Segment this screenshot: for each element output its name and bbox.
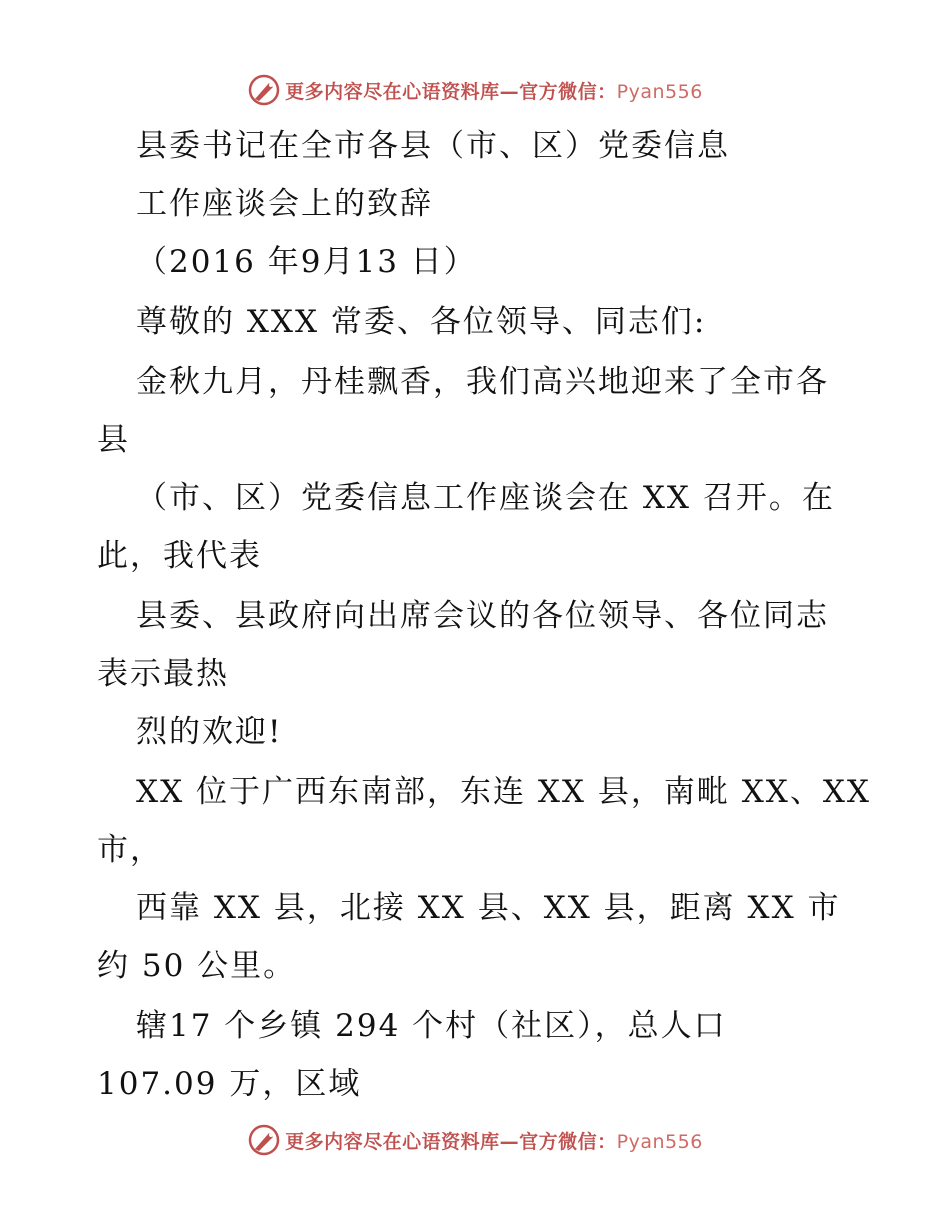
banner-text: 更多内容尽在心语资料库—官方微信：Pyan556: [285, 80, 703, 103]
doc-date: （2016 年9月13 日）: [136, 244, 477, 280]
paragraph-line: 烈的欢迎!: [136, 714, 283, 750]
footer-banner: [0, 1120, 950, 1160]
paragraph-line: 西靠 XX 县，北接 XX 县、XX 县，距离 XX 市: [136, 890, 841, 926]
paragraph-line: 表示最热: [97, 656, 229, 692]
pen-logo-icon: [247, 1123, 281, 1157]
doc-title-line-1: 县委书记在全市各县（市、区）党委信息: [136, 128, 730, 164]
pen-logo-icon: [247, 73, 281, 107]
paragraph-line: 107.09 万，区域: [97, 1066, 362, 1102]
paragraph-line: 辖17 个乡镇 294 个村（社区），总人口: [136, 1008, 727, 1044]
paragraph-line: XX 位于广西东南部，东连 XX 县，南毗 XX、XX: [136, 774, 871, 810]
wechat-handle: Pyan556: [616, 1130, 703, 1153]
paragraph-line: 市，: [97, 832, 163, 868]
salutation: 尊敬的 XXX 常委、各位领导、同志们:: [136, 304, 707, 340]
paragraph-line: 县: [97, 422, 130, 458]
paragraph-line: 约 50 公里。: [97, 948, 297, 984]
banner-text: 更多内容尽在心语资料库—官方微信：Pyan556: [285, 1130, 703, 1153]
paragraph-line: 此，我代表: [97, 538, 262, 574]
paragraph-line: （市、区）党委信息工作座谈会在 XX 召开。在: [136, 480, 835, 516]
wechat-handle: Pyan556: [616, 80, 703, 103]
paragraph-line: 县委、县政府向出席会议的各位领导、各位同志: [136, 598, 829, 634]
header-banner: [0, 70, 950, 110]
doc-title-line-2: 工作座谈会上的致辞: [136, 186, 433, 222]
paragraph-line: 金秋九月，丹桂飘香，我们高兴地迎来了全市各: [136, 364, 829, 400]
